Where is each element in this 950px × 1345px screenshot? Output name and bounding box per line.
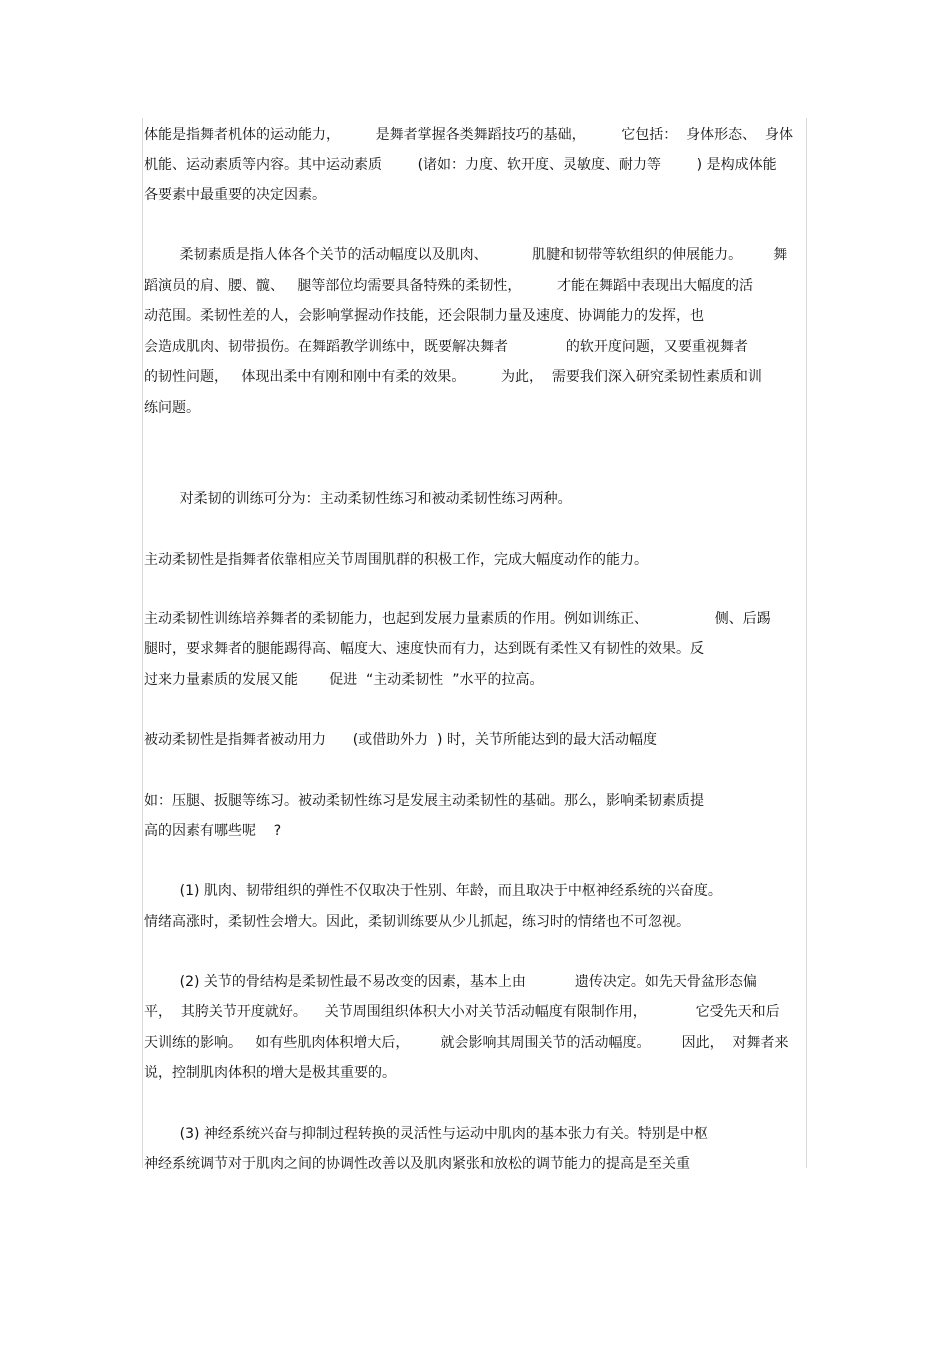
text-line: (1) 肌肉、韧带组织的弹性不仅取决于性别、年龄，而且取决于中枢神经系统的兴奋度。 [144,883,722,899]
text-line: 主动柔韧性训练培养舞者的柔韧能力，也起到发展力量素质的作用。例如训练正、 侧、后踢 [144,611,771,627]
text-line: 动范围。柔韧性差的人，会影响掌握动作技能，还会限制力量及速度、协调能力的发挥，也 [144,308,704,324]
text-line: 机能、运动素质等内容。其中运动素质 (诸如：力度、软开度、灵敏度、耐力等 ) 是构成体能 [144,157,777,173]
text-line: 主动柔韧性是指舞者依靠相应关节周围肌群的积极工作，完成大幅度动作的能力。 [144,552,648,568]
text-line: 的韧性问题， 体现出柔中有刚和刚中有柔的效果。 为此， 需要我们深入研究柔韧性素质和训 [144,369,762,385]
text-line: 说，控制肌肉体积的增大是极其重要的。 [144,1065,396,1081]
text-line: 蹈演员的肩、腰、髋、 腿等部位均需要具备特殊的柔韧性， 才能在舞蹈中表现出大幅度的活 [144,278,753,294]
text-line: 对柔韧的训练可分为：主动柔韧性练习和被动柔韧性练习两种。 [144,491,572,507]
text-line: 会造成肌肉、韧带损伤。在舞蹈教学训练中，既要解决舞者 的软开度问题，又要重视舞者 [144,339,748,355]
text-line: 各要素中最重要的决定因素。 [144,187,326,203]
text-line: 被动柔韧性是指舞者被动用力 (或借助外力 ) 时，关节所能达到的最大活动幅度 [144,732,657,748]
text-line: 平， 其胯关节开度就好。 关节周围组织体积大小对关节活动幅度有限制作用， 它受先天和后 [144,1004,780,1020]
text-line: (3) 神经系统兴奋与抑制过程转换的灵活性与运动中肌肉的基本张力有关。特别是中枢 [144,1126,708,1142]
text-line: (2) 关节的骨结构是柔韧性最不易改变的因素，基本上由 遗传决定。如先天骨盆形态偏 [144,974,757,990]
text-line: 神经系统调节对于肌肉之间的协调性改善以及肌肉紧张和放松的调节能力的提高是至关重 [144,1156,690,1172]
text-line: 高的因素有哪些呢 ? [144,823,282,839]
text-line: 练问题。 [144,400,200,416]
text-line: 过来力量素质的发展又能 促进 “主动柔韧性 ”水平的拉高。 [144,672,544,688]
page-border-right [806,118,807,1168]
text-line: 柔韧素质是指人体各个关节的活动幅度以及肌肉、 肌腱和韧带等软组织的伸展能力。 舞 [144,247,788,263]
text-line: 腿时，要求舞者的腿能踢得高、幅度大、速度快而有力，达到既有柔性又有韧性的效果。反 [144,641,704,657]
text-line: 体能是指舞者机体的运动能力， 是舞者掌握各类舞蹈技巧的基础， 它包括： 身体形态、 身体 [144,127,794,143]
page-border-left [142,118,143,1168]
text-line: 天训练的影响。 如有些肌肉体积增大后， 就会影响其周围关节的活动幅度。 因此， 对舞者来 [144,1035,789,1051]
text-line: 如：压腿、扳腿等练习。被动柔韧性练习是发展主动柔韧性的基础。那么，影响柔韧素质提 [144,793,704,809]
text-line: 情绪高涨时，柔韧性会增大。因此，柔韧训练要从少儿抓起，练习时的情绪也不可忽视。 [144,914,690,930]
